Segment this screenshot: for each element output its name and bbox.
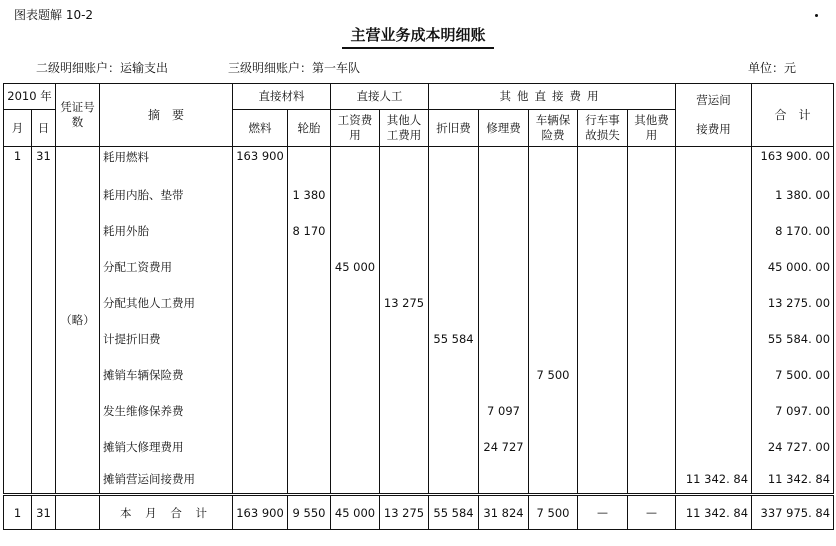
header-accident: 行车事故损失 <box>578 110 628 147</box>
cell-depreciation <box>429 213 479 249</box>
cell-day <box>32 177 56 213</box>
cell-other-fee <box>628 321 676 357</box>
header-total: 合 计 <box>752 84 834 147</box>
cell-insurance <box>529 147 578 178</box>
cell-wage <box>331 393 380 429</box>
total-tire: 9 550 <box>288 495 331 530</box>
cell-repair: 7 097 <box>479 393 529 429</box>
cell-indirect <box>676 177 752 213</box>
cell-insurance <box>529 249 578 285</box>
cell-day <box>32 285 56 321</box>
cell-total: 24 727. 00 <box>752 429 834 465</box>
table-row <box>4 321 834 357</box>
cell-other-fee <box>628 429 676 465</box>
cell-tire <box>288 285 331 321</box>
cell-other-fee <box>628 465 676 495</box>
cell-accident <box>578 213 628 249</box>
cell-other-fee <box>628 249 676 285</box>
cell-wage <box>331 147 380 178</box>
cell-summary: 耗用燃料 <box>100 147 233 178</box>
total-summary: 本 月 合 计 <box>100 495 233 530</box>
table-row <box>4 147 834 178</box>
cell-fuel <box>233 357 288 393</box>
total-day: 31 <box>32 495 56 530</box>
header-other-direct: 其他直接费用 <box>429 84 676 110</box>
cell-repair <box>479 321 529 357</box>
cell-fuel <box>233 177 288 213</box>
cell-total: 7 097. 00 <box>752 393 834 429</box>
header-insurance: 车辆保险费 <box>529 110 578 147</box>
cell-indirect <box>676 321 752 357</box>
total-repair: 31 824 <box>479 495 529 530</box>
cell-summary: 计提折旧费 <box>100 321 233 357</box>
table-row <box>4 285 834 321</box>
cell-day <box>32 429 56 465</box>
cell-depreciation: 55 584 <box>429 321 479 357</box>
cell-fuel: 163 900 <box>233 147 288 178</box>
table-row <box>4 357 834 393</box>
header-operation-indirect-bottom: 接费用 <box>696 122 731 136</box>
cell-day: 31 <box>32 147 56 178</box>
cell-repair <box>479 213 529 249</box>
table-row <box>4 429 834 465</box>
cell-repair <box>479 249 529 285</box>
cell-other-labor <box>380 147 429 178</box>
cell-summary: 耗用外胎 <box>100 213 233 249</box>
cell-tire <box>288 249 331 285</box>
header-direct-labor: 直接人工 <box>331 84 429 110</box>
cell-tire <box>288 147 331 178</box>
header-operation-indirect <box>676 84 752 147</box>
cell-depreciation <box>429 177 479 213</box>
cell-insurance <box>529 393 578 429</box>
header-fuel: 燃料 <box>233 110 288 147</box>
cell-day <box>32 213 56 249</box>
cell-fuel <box>233 465 288 495</box>
cell-month: 1 <box>4 147 32 178</box>
cell-indirect <box>676 393 752 429</box>
cell-summary: 摊销车辆保险费 <box>100 357 233 393</box>
cell-indirect <box>676 249 752 285</box>
cell-indirect <box>676 213 752 249</box>
cell-summary: 摊销营运间接费用 <box>100 465 233 495</box>
cell-accident <box>578 465 628 495</box>
cell-repair <box>479 285 529 321</box>
header-other-labor: 其他人工费用 <box>380 110 429 147</box>
cell-accident <box>578 357 628 393</box>
cell-day <box>32 465 56 495</box>
cell-accident <box>578 285 628 321</box>
cell-tire <box>288 357 331 393</box>
figure-caption: 图表题解 10-2 <box>14 8 94 22</box>
table-row <box>4 249 834 285</box>
cell-indirect: 11 342. 84 <box>676 465 752 495</box>
cell-total: 7 500. 00 <box>752 357 834 393</box>
cell-fuel <box>233 213 288 249</box>
cell-other-fee <box>628 147 676 178</box>
cell-month <box>4 321 32 357</box>
cell-depreciation <box>429 249 479 285</box>
header-month: 月 <box>4 110 32 147</box>
ledger-title-text: 主营业务成本明细账 <box>342 24 493 49</box>
cell-summary: 分配其他人工费用 <box>100 285 233 321</box>
cell-indirect <box>676 285 752 321</box>
cell-fuel <box>233 321 288 357</box>
cell-wage: 45 000 <box>331 249 380 285</box>
cell-day <box>32 393 56 429</box>
cell-depreciation <box>429 393 479 429</box>
cell-fuel <box>233 249 288 285</box>
total-insurance: 7 500 <box>529 495 578 530</box>
cell-repair: 24 727 <box>479 429 529 465</box>
table-row <box>4 393 834 429</box>
header-depreciation: 折旧费 <box>429 110 479 147</box>
cell-month <box>4 285 32 321</box>
cell-accident <box>578 429 628 465</box>
cell-insurance <box>529 465 578 495</box>
cell-accident <box>578 393 628 429</box>
cell-other-labor: 13 275 <box>380 285 429 321</box>
total-depreciation: 55 584 <box>429 495 479 530</box>
cell-summary: 分配工资费用 <box>100 249 233 285</box>
cell-wage <box>331 429 380 465</box>
cell-other-fee <box>628 393 676 429</box>
cell-total: 163 900. 00 <box>752 147 834 178</box>
cell-total: 1 380. 00 <box>752 177 834 213</box>
total-fuel: 163 900 <box>233 495 288 530</box>
cell-depreciation <box>429 465 479 495</box>
cell-tire <box>288 465 331 495</box>
cell-accident <box>578 321 628 357</box>
cell-other-fee <box>628 357 676 393</box>
cell-insurance <box>529 285 578 321</box>
third-level-account: 三级明细账户：第一车队 <box>228 61 361 75</box>
cell-tire <box>288 321 331 357</box>
cell-tire <box>288 429 331 465</box>
cell-repair <box>479 177 529 213</box>
cell-indirect <box>676 429 752 465</box>
cell-depreciation <box>429 357 479 393</box>
cell-other-labor <box>380 357 429 393</box>
cell-voucher-note: （略） <box>56 147 100 495</box>
cell-total: 11 342. 84 <box>752 465 834 495</box>
cell-indirect <box>676 147 752 178</box>
ledger-title <box>0 24 836 49</box>
header-year: 2010 年 <box>4 84 56 110</box>
cell-total: 8 170. 00 <box>752 213 834 249</box>
cell-depreciation <box>429 285 479 321</box>
cell-depreciation <box>429 147 479 178</box>
second-level-account: 二级明细账户：运输支出 <box>36 61 169 75</box>
cell-insurance <box>529 321 578 357</box>
header-direct-material: 直接材料 <box>233 84 331 110</box>
cell-wage <box>331 213 380 249</box>
cell-fuel <box>233 393 288 429</box>
table-row <box>4 213 834 249</box>
totals-row <box>4 495 834 530</box>
cell-month <box>4 249 32 285</box>
cell-month <box>4 393 32 429</box>
total-other-labor: 13 275 <box>380 495 429 530</box>
cell-other-fee <box>628 177 676 213</box>
header-other-fee: 其他费用 <box>628 110 676 147</box>
table-row <box>4 465 834 495</box>
cell-insurance: 7 500 <box>529 357 578 393</box>
cell-other-labor <box>380 177 429 213</box>
cell-fuel <box>233 429 288 465</box>
cell-tire: 8 170 <box>288 213 331 249</box>
header-summary: 摘 要 <box>100 84 233 147</box>
cell-wage <box>331 321 380 357</box>
cell-summary: 耗用内胎、垫带 <box>100 177 233 213</box>
cell-day <box>32 357 56 393</box>
cell-wage <box>331 177 380 213</box>
header-tire: 轮胎 <box>288 110 331 147</box>
cell-accident <box>578 147 628 178</box>
cell-tire <box>288 393 331 429</box>
cell-total: 55 584. 00 <box>752 321 834 357</box>
total-accident: — <box>578 495 628 530</box>
cell-wage <box>331 465 380 495</box>
total-voucher <box>56 495 100 530</box>
total-wage: 45 000 <box>331 495 380 530</box>
cell-accident <box>578 249 628 285</box>
total-other-fee: — <box>628 495 676 530</box>
cell-other-labor <box>380 213 429 249</box>
stray-dot <box>815 14 818 17</box>
cell-indirect <box>676 357 752 393</box>
cell-other-labor <box>380 249 429 285</box>
cell-other-labor <box>380 429 429 465</box>
cell-month <box>4 357 32 393</box>
cell-month <box>4 429 32 465</box>
header-wage: 工资费用 <box>331 110 380 147</box>
cell-repair <box>479 147 529 178</box>
cell-other-labor <box>380 465 429 495</box>
total-indirect: 11 342. 84 <box>676 495 752 530</box>
cell-tire: 1 380 <box>288 177 331 213</box>
cell-repair <box>479 465 529 495</box>
cell-insurance <box>529 213 578 249</box>
total-grand: 337 975. 84 <box>752 495 834 530</box>
cell-other-labor <box>380 321 429 357</box>
cost-ledger-table <box>3 83 834 530</box>
cell-other-fee <box>628 213 676 249</box>
cell-insurance <box>529 177 578 213</box>
table-row <box>4 177 834 213</box>
cell-depreciation <box>429 429 479 465</box>
cell-day <box>32 321 56 357</box>
cell-summary: 摊销大修理费用 <box>100 429 233 465</box>
cell-fuel <box>233 285 288 321</box>
cell-other-labor <box>380 393 429 429</box>
currency-unit: 单位：元 <box>748 61 797 75</box>
cell-repair <box>479 357 529 393</box>
header-repair: 修理费 <box>479 110 529 147</box>
header-day: 日 <box>32 110 56 147</box>
cell-insurance <box>529 429 578 465</box>
cell-accident <box>578 177 628 213</box>
total-month: 1 <box>4 495 32 530</box>
cell-month <box>4 213 32 249</box>
cell-month <box>4 177 32 213</box>
cell-summary: 发生维修保养费 <box>100 393 233 429</box>
cell-total: 45 000. 00 <box>752 249 834 285</box>
header-operation-indirect-top: 营运间 <box>696 93 731 107</box>
cell-total: 13 275. 00 <box>752 285 834 321</box>
cell-other-fee <box>628 285 676 321</box>
cell-month <box>4 465 32 495</box>
header-voucher: 凭证号数 <box>56 84 100 147</box>
cell-day <box>32 249 56 285</box>
cell-wage <box>331 357 380 393</box>
cell-wage <box>331 285 380 321</box>
